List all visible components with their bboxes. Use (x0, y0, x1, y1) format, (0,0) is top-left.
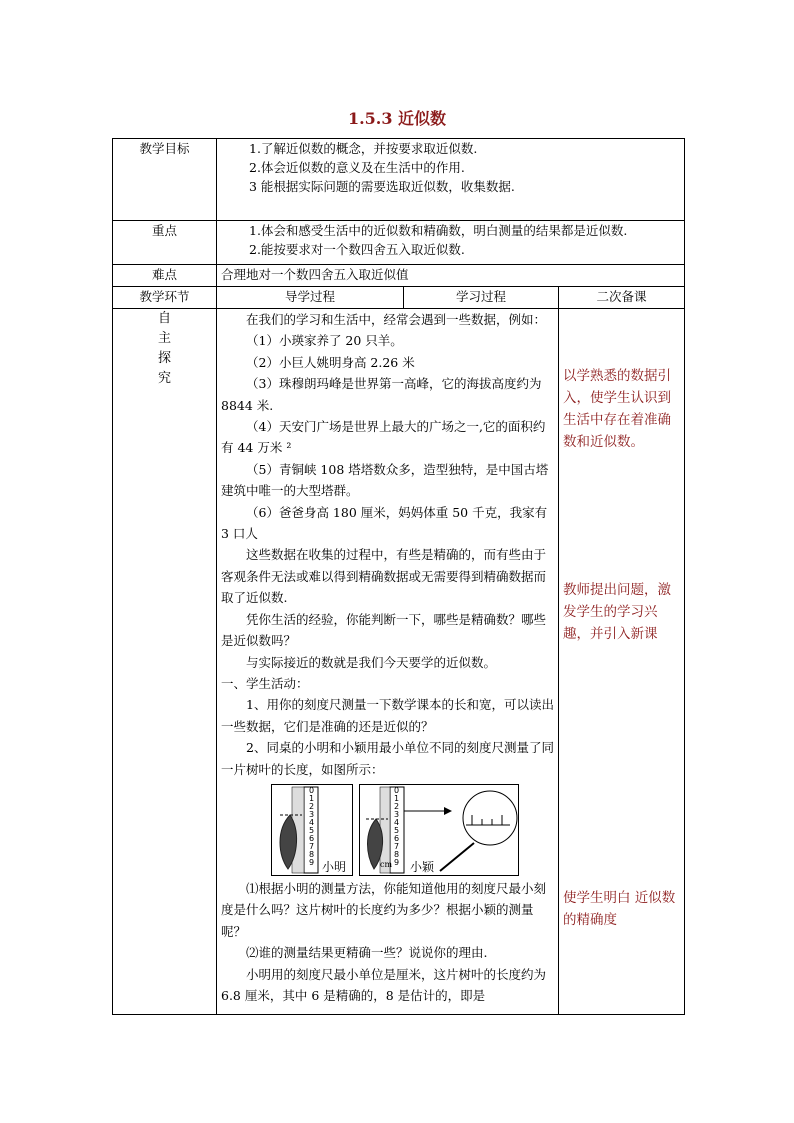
activity-heading: 一、学生活动： (221, 675, 309, 691)
figure-right-box (359, 784, 519, 876)
figure-right-label: 小颖 (410, 859, 435, 874)
body-row (113, 309, 685, 1015)
example-3: （3）珠穆朗玛峰是世界第一高峰，它的海拔高度约为 8844 米. (221, 376, 542, 413)
goals-label: 教学目标 (113, 139, 217, 221)
figure-left-label: 小明 (322, 859, 347, 874)
sub-question-2: ⑵谁的测量结果更精确一些？说说你的理由. (246, 945, 488, 961)
goal-item: 2.体会近似数的意义及在生活中的作用. (249, 160, 465, 175)
stage-cell (113, 309, 217, 1015)
question-1: 1、用你的刻度尺测量一下数学课本的长和宽，可以读出一些数据，它们是准确的还是近似的？ (221, 697, 554, 734)
figure-left-box (271, 784, 353, 876)
key-content (217, 221, 685, 265)
key-label: 重点 (113, 221, 217, 265)
example-1: （1）小瑛家养了 20 只羊。 (246, 333, 403, 349)
goal-item: 1.了解近似数的概念，并按要求取近似数. (249, 141, 478, 156)
stage-char: 主 (157, 331, 171, 346)
header-row (113, 287, 685, 309)
goals-row (113, 139, 685, 221)
sub-question-1: ⑴根据小明的测量方法，你能知道他用的刻度尺最小刻度是什么吗？这片树叶的长度约为多少？根据小颖的测量呢？ (221, 880, 547, 939)
intro-text: 在我们的学习和生活中，经常会遇到一些数据，例如： (246, 312, 547, 327)
ruler-right-scale: 0 1 2 3 4 5 6 7 8 9 (394, 785, 400, 867)
key-row (113, 221, 685, 265)
teacher-note-2: 教师提出问题，激发学生的学习兴趣，并引入新课 (563, 582, 671, 642)
stage-char: 自 (157, 311, 171, 326)
header-second: 二次备课 (559, 287, 685, 309)
example-4: （4）天安门广场是世界上最大的广场之一,它的面积约有 44 万米 ² (221, 419, 546, 456)
paragraph-precise: 这些数据在收集的过程中，有些是精确的，而有些由于客观条件无法或难以得到精确数据或无需要得到精确数据而取了近似数. (221, 547, 547, 606)
key-item: 2.能按要求对一个数四舍五入取近似数. (249, 242, 465, 257)
ruler-left-scale: 0 1 2 3 4 5 6 7 8 9 (309, 785, 315, 867)
teacher-note-1: 以学熟悉的数据引入，使学生认识到生活中存在着准确数和近似数。 (563, 368, 671, 450)
notes-cell (559, 309, 685, 1015)
key-item: 1.体会和感受生活中的近似数和精确数，明白测量的结果都是近似数. (249, 223, 628, 238)
example-6: （6）爸爸身高 180 厘米，妈妈体重 50 千克，我家有 3 口人 (221, 504, 548, 542)
example-5: （5）青铜峡 108 塔塔数众多，造型独特，是中国古塔建筑中唯一的大型塔群。 (221, 461, 549, 499)
difficulty-label: 难点 (113, 265, 217, 287)
header-learn: 学习过程 (404, 287, 559, 309)
ruler-unit: cm (380, 859, 393, 869)
header-guide: 导学过程 (217, 287, 404, 309)
teacher-note-3: 使学生明白 近似数的精确度 (563, 890, 676, 928)
page-title: 1.5.3 近似数 (347, 109, 447, 128)
difficulty-content: 合理地对一个数四舍五入取近似值 (217, 265, 685, 287)
answer-text: 小明用的刻度尺最小单位是厘米，这片树叶的长度约为 6.8 厘米，其中 6 是精确的，8 是估计的，即是 (221, 966, 547, 1003)
stage-char: 探 (157, 351, 171, 366)
goals-content (217, 139, 685, 221)
ruler-figure (271, 784, 531, 874)
header-stage: 教学环节 (113, 287, 217, 309)
process-cell (217, 309, 559, 1015)
lesson-plan-table (112, 138, 685, 1015)
paragraph-intro-topic: 与实际接近的数就是我们今天要学的近似数。 (246, 654, 497, 670)
difficulty-row (113, 265, 685, 287)
question-2: 2、同桌的小明和小颖用最小单位不同的刻度尺测量了同一片树叶的长度，如图所示： (221, 740, 554, 777)
goal-item: 3 能根据实际问题的需要选取近似数，收集数据. (249, 179, 515, 194)
paragraph-question: 凭你生活的经验，你能判断一下，哪些是精确数？哪些是近似数吗？ (221, 611, 547, 649)
stage-char: 究 (157, 371, 171, 386)
example-2: （2）小巨人姚明身高 2.26 米 (246, 354, 415, 370)
